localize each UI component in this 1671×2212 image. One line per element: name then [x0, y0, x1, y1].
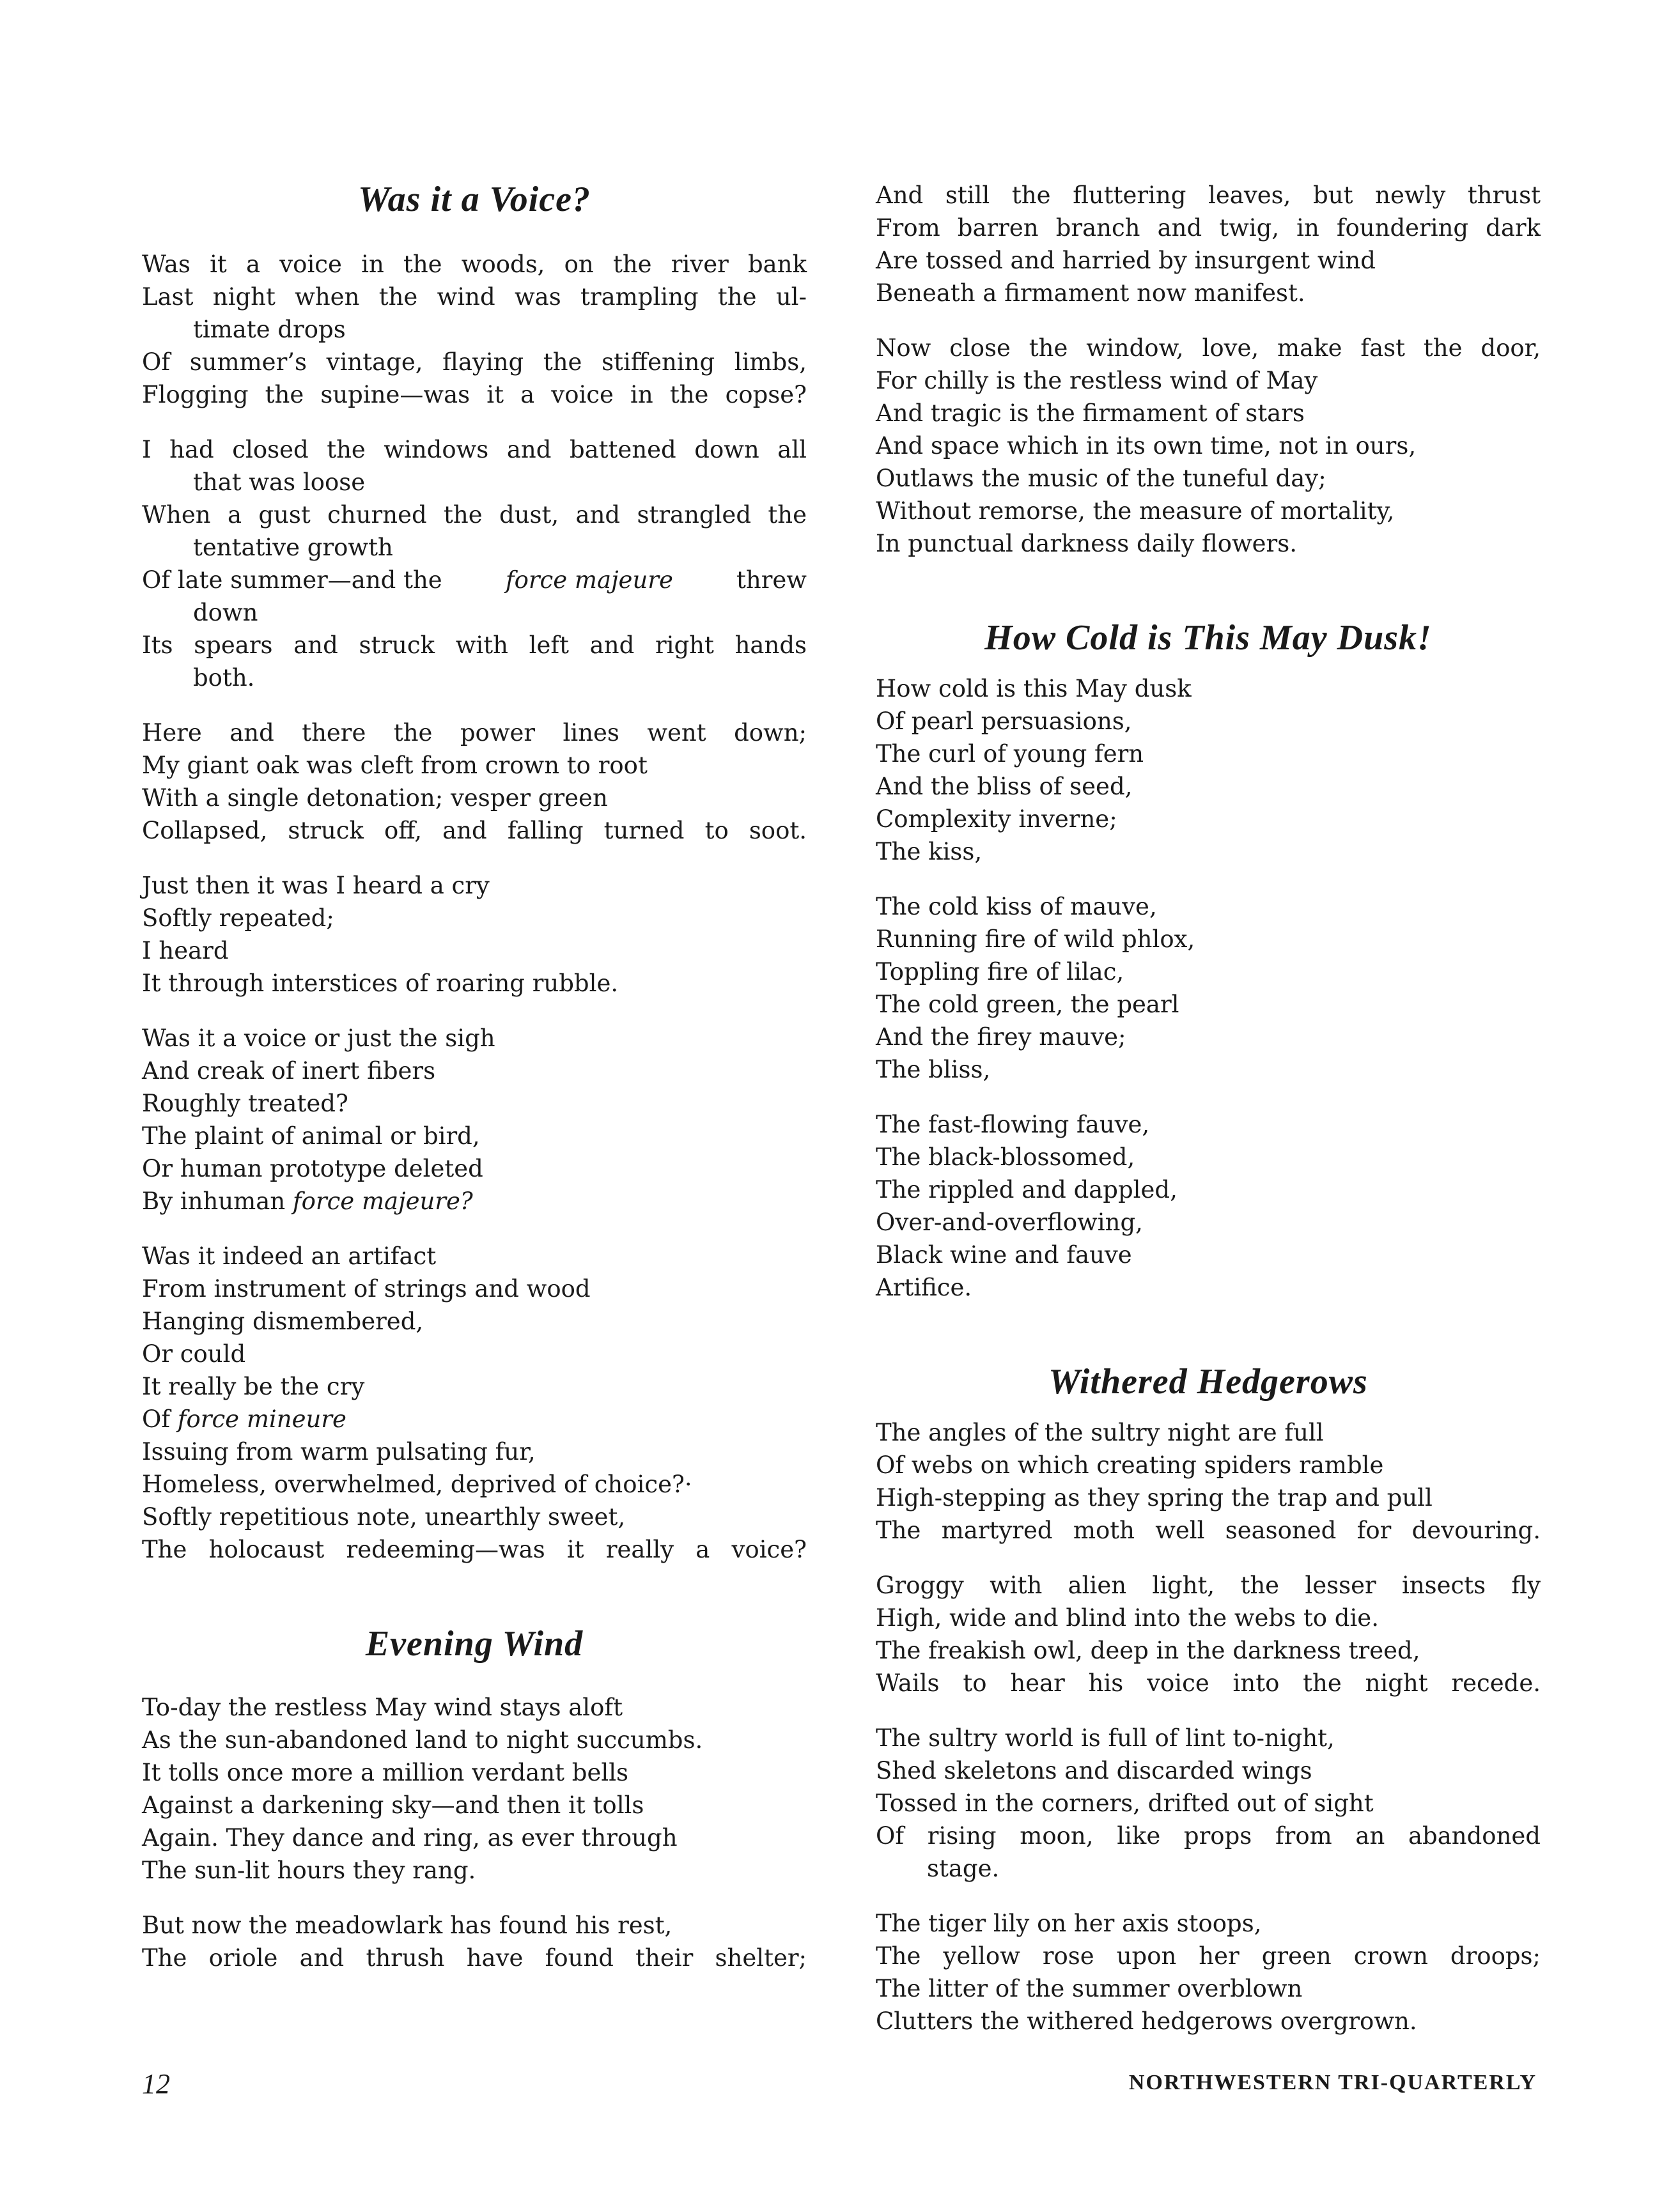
- poem-line: My giant oak was cleft from crown to root: [142, 752, 648, 779]
- stanza: [142, 1240, 807, 1566]
- poem-line: Just then it was I heard a cry: [142, 872, 490, 899]
- poem-line: Collapsed, struck off, and falling turned to soot.: [142, 817, 807, 844]
- poem-line: I heard: [142, 937, 229, 964]
- poem-line: that was loose: [193, 468, 366, 496]
- poem-line: Of summer’s vintage, flaying the stiffening limbs,: [142, 348, 807, 376]
- poem-line: The freakish owl, deep in the darkness treed,: [876, 1637, 1420, 1664]
- poem-line: It tolls once more a million verdant bells: [142, 1759, 629, 1786]
- poem-line: I had closed the windows and battened down all: [142, 436, 807, 463]
- poem-line: both.: [193, 664, 255, 692]
- line-segment: Of late summer—and the: [142, 566, 450, 594]
- stanza: [876, 1108, 1541, 1304]
- poem-line: The black-blossomed,: [876, 1143, 1135, 1171]
- poem-line: Was it indeed an artifact: [142, 1242, 437, 1270]
- poem-line: High, wide and blind into the webs to die.: [876, 1604, 1379, 1632]
- stanza-continued: [876, 179, 1541, 309]
- poem-line: Without remorse, the measure of mortality,: [876, 497, 1395, 525]
- stanza: [142, 433, 807, 694]
- poem-line: Toppling fire of lilac,: [876, 958, 1124, 986]
- poem-line: For chilly is the restless wind of May: [876, 367, 1318, 394]
- poem-line: In punctual darkness daily flowers.: [876, 530, 1297, 557]
- stanza: [142, 716, 807, 847]
- page-number: 12: [142, 2068, 170, 2100]
- poem-line: With a single detonation; vesper green: [142, 784, 608, 812]
- poem-line: The fast-flowing fauve,: [876, 1111, 1150, 1138]
- poem-line: And the bliss of seed,: [876, 773, 1133, 800]
- poem-line: [142, 564, 807, 596]
- poem-line: Of webs on which creating spiders ramble: [876, 1451, 1384, 1479]
- poem-line: And the firey mauve;: [876, 1023, 1126, 1051]
- stanza: [142, 1022, 807, 1218]
- poem-line: Or human prototype deleted: [142, 1155, 483, 1182]
- poem-line: Wails to hear his voice into the night recede.: [876, 1669, 1541, 1697]
- poem-line: Of pearl persuasions,: [876, 708, 1132, 735]
- poem-line: tentative growth: [193, 534, 393, 561]
- stanza: [876, 332, 1541, 560]
- poem-line: Running fire of wild phlox,: [876, 925, 1195, 953]
- poem-line: Softly repeated;: [142, 904, 334, 932]
- poem-line: And space which in its own time, not in ours,: [876, 432, 1417, 460]
- poem-line: But now the meadowlark has found his rest,: [142, 1912, 672, 1939]
- italic-phrase: force mineure: [177, 1405, 346, 1433]
- poem-line: The sun-lit hours they rang.: [142, 1857, 476, 1884]
- poem-line: Groggy with alien light, the lesser insects fly: [876, 1572, 1541, 1599]
- stanza: [876, 1416, 1541, 1547]
- poem-line: The holocaust redeeming—was it really a voice?: [142, 1536, 807, 1563]
- poem-line: And still the fluttering leaves, but newly thrust: [876, 182, 1541, 209]
- stanza: [142, 869, 807, 1000]
- poem-line: down: [193, 599, 258, 626]
- poem-line: Artifice.: [876, 1274, 972, 1301]
- poem-line: Or could: [142, 1340, 246, 1368]
- stanza: [142, 248, 807, 411]
- poem-line: Clutters the withered hedgerows overgrown.: [876, 2007, 1417, 2035]
- stanza: [876, 1722, 1541, 1885]
- poem-title-was-it-a-voice: Was it a Voice?: [358, 180, 591, 219]
- poem-line: To-day the restless May wind stays aloft: [142, 1694, 623, 1721]
- line-segment: threw: [729, 566, 807, 594]
- poem-line: The oriole and thrush have found their shelter;: [142, 1944, 807, 1972]
- italic-phrase: force majeure?: [292, 1187, 473, 1215]
- line-segment: By inhuman: [142, 1187, 293, 1215]
- poem-line: The cold kiss of mauve,: [876, 893, 1157, 920]
- poem-line: Tossed in the corners, drifted out of sight: [876, 1790, 1374, 1817]
- poem-line: Shed skeletons and discarded wings: [876, 1757, 1312, 1784]
- poem-line: It really be the cry: [142, 1373, 365, 1400]
- poem-line: The kiss,: [876, 838, 983, 865]
- poem-line: The angles of the sultry night are full: [876, 1419, 1324, 1446]
- poem-line: The tiger lily on her axis stoops,: [876, 1910, 1262, 1937]
- poem-line: [142, 1185, 807, 1218]
- poem-line: Roughly treated?: [142, 1090, 348, 1117]
- poem-line: From instrument of strings and wood: [142, 1275, 591, 1303]
- stanza: [876, 1569, 1541, 1699]
- poem-line: And tragic is the firmament of stars: [876, 399, 1305, 427]
- poem-line: [142, 1403, 807, 1435]
- line-segment: Of: [142, 1405, 178, 1433]
- poem-line: The martyred moth well seasoned for devouring.: [876, 1517, 1541, 1544]
- stanza: [142, 1909, 807, 1974]
- poem-line: Was it a voice or just the sigh: [142, 1025, 495, 1052]
- poem-line: The cold green, the pearl: [876, 991, 1179, 1018]
- poem-line: The curl of young fern: [876, 740, 1144, 768]
- poem-title-withered-hedgerows: Withered Hedgerows: [1048, 1362, 1368, 1402]
- stanza: [876, 1907, 1541, 2038]
- poem-line: Of rising moon, like props from an abandoned: [876, 1822, 1541, 1850]
- poem-line: The sultry world is full of lint to-night,: [876, 1724, 1335, 1752]
- poem-line: stage.: [927, 1855, 1000, 1882]
- poem-line: The litter of the summer overblown: [876, 1975, 1303, 2002]
- poem-line: The bliss,: [876, 1056, 991, 1083]
- poem-line: How cold is this May dusk: [876, 675, 1192, 702]
- poem-line: Issuing from warm pulsating fur,: [142, 1438, 536, 1466]
- poem-line: High-stepping as they spring the trap and pull: [876, 1484, 1433, 1512]
- poem-line: Against a darkening sky—and then it tolls: [142, 1791, 644, 1819]
- poem-line: Hanging dismembered,: [142, 1308, 424, 1335]
- poem-line: Outlaws the music of the tuneful day;: [876, 465, 1326, 492]
- poem-line: Here and there the power lines went down;: [142, 719, 807, 746]
- right-column: [876, 179, 1541, 2060]
- left-column: [142, 179, 807, 1974]
- poem-title-evening-wind: Evening Wind: [365, 1624, 584, 1664]
- poem-title-how-cold: How Cold is This May Dusk!: [984, 618, 1432, 658]
- poem-line: And creak of inert fibers: [142, 1057, 436, 1085]
- poem-line: Black wine and fauve: [876, 1241, 1132, 1269]
- poem-line: The rippled and dappled,: [876, 1176, 1177, 1203]
- stanza: [876, 890, 1541, 1086]
- stanza: [876, 672, 1541, 868]
- italic-phrase: force majeure: [505, 566, 673, 594]
- poem-line: Beneath a firmament now manifest.: [876, 279, 1305, 307]
- poem-line: Now close the window, love, make fast the door,: [876, 334, 1541, 362]
- poem-line: It through interstices of roaring rubble.: [142, 970, 619, 997]
- poem-line: When a gust churned the dust, and strangled the: [142, 501, 807, 529]
- poem-line: Complexity inverne;: [876, 805, 1117, 833]
- stanza: [142, 1691, 807, 1887]
- poem-line: Softly repetitious note, unearthly sweet,: [142, 1503, 626, 1531]
- poem-line: The plaint of animal or bird,: [142, 1122, 480, 1150]
- poem-line: Was it a voice in the woods, on the river bank: [142, 251, 807, 278]
- poem-line: Homeless, overwhelmed, deprived of choice?·: [142, 1471, 692, 1498]
- poem-line: Flogging the supine—was it a voice in the copse?: [142, 381, 807, 408]
- poem-line: The yellow rose upon her green crown droops;: [876, 1942, 1541, 1970]
- poem-line: Its spears and struck with left and right hands: [142, 631, 807, 659]
- poem-line: From barren branch and twig, in foundering dark: [876, 214, 1541, 242]
- poem-line: Again. They dance and ring, as ever through: [142, 1824, 678, 1852]
- poem-line: Over-and-overflowing,: [876, 1209, 1143, 1236]
- poem-line: Are tossed and harried by insurgent wind: [876, 247, 1376, 274]
- poem-line: Last night when the wind was trampling the ul-: [142, 283, 807, 311]
- poem-line: As the sun-abandoned land to night succumbs.: [142, 1726, 703, 1754]
- poem-line: timate drops: [193, 316, 346, 343]
- journal-name: NORTHWESTERN TRI-QUARTERLY: [1128, 2071, 1537, 2094]
